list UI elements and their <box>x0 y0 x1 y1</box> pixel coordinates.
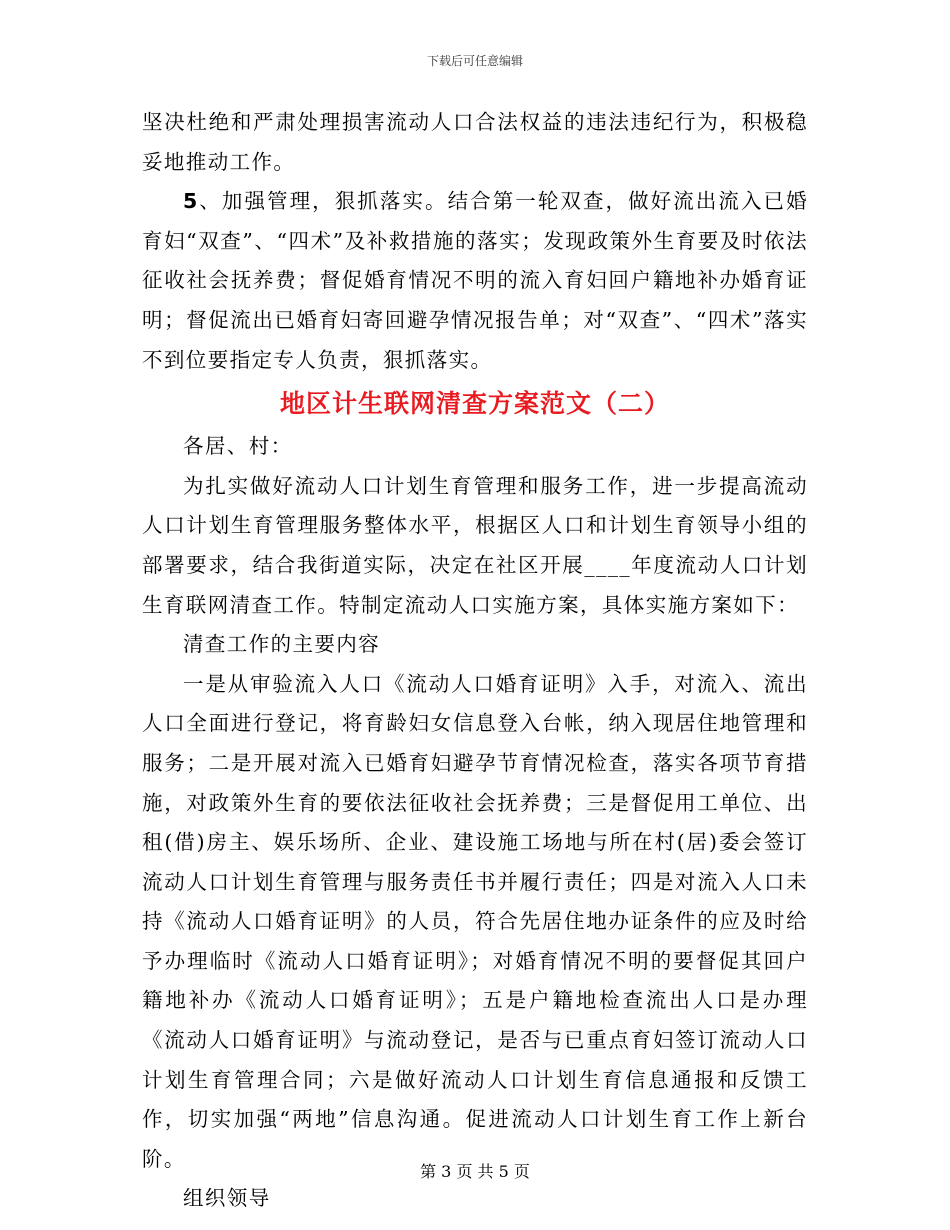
paragraph-1: 坚决杜绝和严肃处理损害流动人口合法权益的违法违纪行为，积极稳妥地推动工作。 <box>142 110 808 174</box>
item-number: 5 <box>183 189 199 214</box>
document-body <box>142 103 808 1219</box>
paragraph-salutation: 各居、村： <box>183 434 293 459</box>
page-footer: 第 3 页 共 5 页 <box>420 1162 530 1181</box>
paragraph-2-text: 、加强管理，狠抓落实。结合第一轮双查，做好流出流入已婚育妇“双查”、“四术”及补救措施的落实；发现政策外生育要及时依法征收社会抚养费；督促婚育情况不明的流入育妇回户籍地补办婚育证明；督促流出已婚育妇寄回避孕情况报告单；对“双查”、“四术”落实不到位要指定专人负责，狠抓落实。 <box>142 189 808 372</box>
section-heading: 地区计生联网清查方案范文（二） <box>279 389 670 419</box>
paragraph-intro: 为扎实做好流动人口计划生育管理和服务工作，进一步提高流动人口计划生育管理服务整体水平，根据区人口和计划生育领导小组的部署要求，结合我街道实际，决定在社区开展____年度流动人口计划生育联网清查工作。特制定流动人口实施方案，具体实施方案如下： <box>142 473 808 617</box>
subheading-organization: 组织领导 <box>183 1186 271 1211</box>
paragraph-2 <box>142 182 808 380</box>
subheading-main-content: 清查工作的主要内容 <box>183 632 381 657</box>
paragraph-details: 一是从审验流入人口《流动人口婚育证明》入手，对流入、流出人口全面进行登记，将育龄妇女信息登入台帐，纳入现居住地管理和服务；二是开展对流入已婚育妇避孕节育情况检查，落实各项节育措施，对政策外生育的要依法征收社会抚养费；三是督促用工单位、出租(借)房主、娱乐场所、企业、建设施工场地与所在村(居)委会签订流动人口计划生育管理与服务责任书并履行责任；四是对流入人口未持《流动人口婚育证明》的人员，符合先居住地办证条件的应及时给予办理临时《流动人口婚育证明》；对婚育情况不明的要督促其回户籍地补办《流动人口婚育证明》；五是户籍地检查流出人口是办理《流动人口婚育证明》与流动登记，是否与已重点育妇签订流动人口计划生育管理合同；六是做好流动人口计划生育信息通报和反馈工作，切实加强“两地”信息沟通。促进流动人口计划生育工作上新台阶。 <box>142 671 808 1171</box>
page-header: 下载后可任意编辑 <box>426 54 523 68</box>
